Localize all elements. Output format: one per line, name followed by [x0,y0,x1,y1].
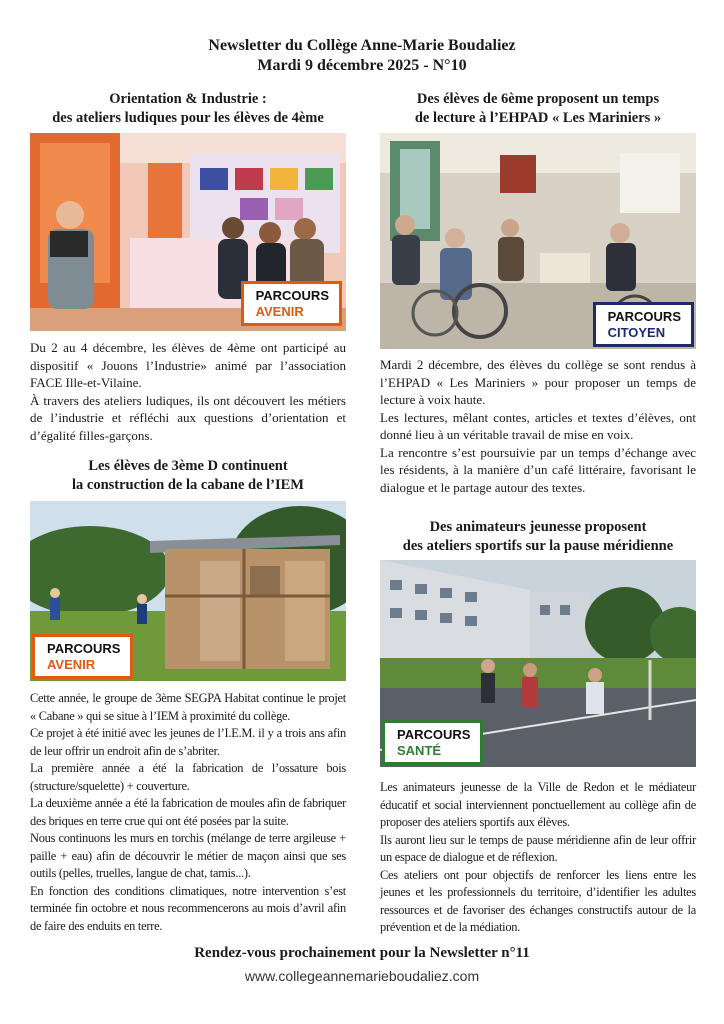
newsletter-date-issue: Mardi 9 décembre 2025 - N°10 [257,57,467,74]
parcours-badge: PARCOURS AVENIR [32,634,133,679]
article-title: Des élèves de 6ème proposent un temps de lecture à l’EHPAD « Les Mariniers » [414,91,662,126]
newsletter-title: Newsletter du Collège Anne-Marie Boudaliez [208,37,516,54]
article-body: Mardi 2 décembre, des élèves du collège se sont rendus à l’EHPAD « Les Mariniers » pour proposer un temps de lecture à voix haute. Les lectures, mêlant contes, articles et textes d’élèves, ont donné lieu à un véritable travail de mise en voix. La rencontre s’est poursuivie par un temps d’échange avec les résidents, à la manière d’un café littéraire, favorisant le dialogue et le partage autour des textes. [380,357,696,495]
article-ehpad-mariniers [380,90,696,496]
ehpad-reading-photo [380,133,696,349]
article-body: Les animateurs jeunesse de la Ville de Redon et le médiateur éducatif et social interviennent ponctuellement au collège afin de proposer des ateliers sportifs aux élèves. Ils auront lieu sur le temps de pause méridienne afin de leur offrir un espace de dialogue et de réflexion. Ces ateliers ont pour objectifs de renforcer les liens entre les jeunes et les professionnels du territoire, d’identifier les adultes ressources et de favoriser des échanges constructifs autour de la prévention et de la médiation. [380,780,696,934]
parcours-badge: PARCOURS AVENIR [241,281,342,326]
parcours-badge: PARCOURS SANTÉ [382,720,483,765]
wooden-cabin-photo [30,501,346,681]
newsletter-header [0,36,724,76]
next-newsletter-note: Rendez-vous prochainement pour la Newsletter n°11 [194,945,530,961]
classroom-workshop-photo [30,133,346,331]
article-title: Des animateurs jeunesse proposent des ateliers sportifs sur la pause méridienne [402,519,674,554]
parcours-badge: PARCOURS CITOYEN [593,302,694,347]
article-title: Les élèves de 3ème D continuent la construction de la cabane de l’IEM [72,458,304,493]
article-orientation-industrie [30,90,346,444]
article-cabane-iem [30,457,346,935]
schoolyard-sport-photo [380,560,696,767]
article-body: Du 2 au 4 décembre, les élèves de 4ème ont participé au dispositif « Jouons l’Industrie» animé par l’association FACE Ille-et-Vilaine. À travers des ateliers ludiques, ils ont découvert les métiers de l’industrie et réfléchi aux questions d’orientation et d’égalité filles-garçons. [30,340,346,443]
article-ateliers-sportifs [380,518,696,937]
article-title: Orientation & Industrie : des ateliers ludiques pour les élèves de 4ème [52,91,324,126]
article-body: Cette année, le groupe de 3ème SEGPA Habitat continue le projet « Cabane » qui se situe à l’IEM à proximité du collège. Ce projet à été initié avec les jeunes de l’I.E.M. il y a trois ans afin de leur offrir un endroit afin de s’abriter. La première année a été la fabrication de l’ossature bois (structure/squelette) + couverture. La deuxième année a été la fabrication de moules afin de fabriquer des briques en terre crue qui ont été posées par la suite. Nous continuons les murs en torchis (mélange de terre argileuse + paille + eau) afin de découvrir le métier de maçon ainsi que ses outils (pelles, truelles, langue de chat, tamis...). En fonction des conditions climatiques, notre intervention s’est terminée fin octobre et nous recommencerons au mois d’avril afin de faire des enduits en terre. [30,691,346,933]
school-website-link[interactable]: www.collegeannemarieboudaliez.com [244,968,480,984]
